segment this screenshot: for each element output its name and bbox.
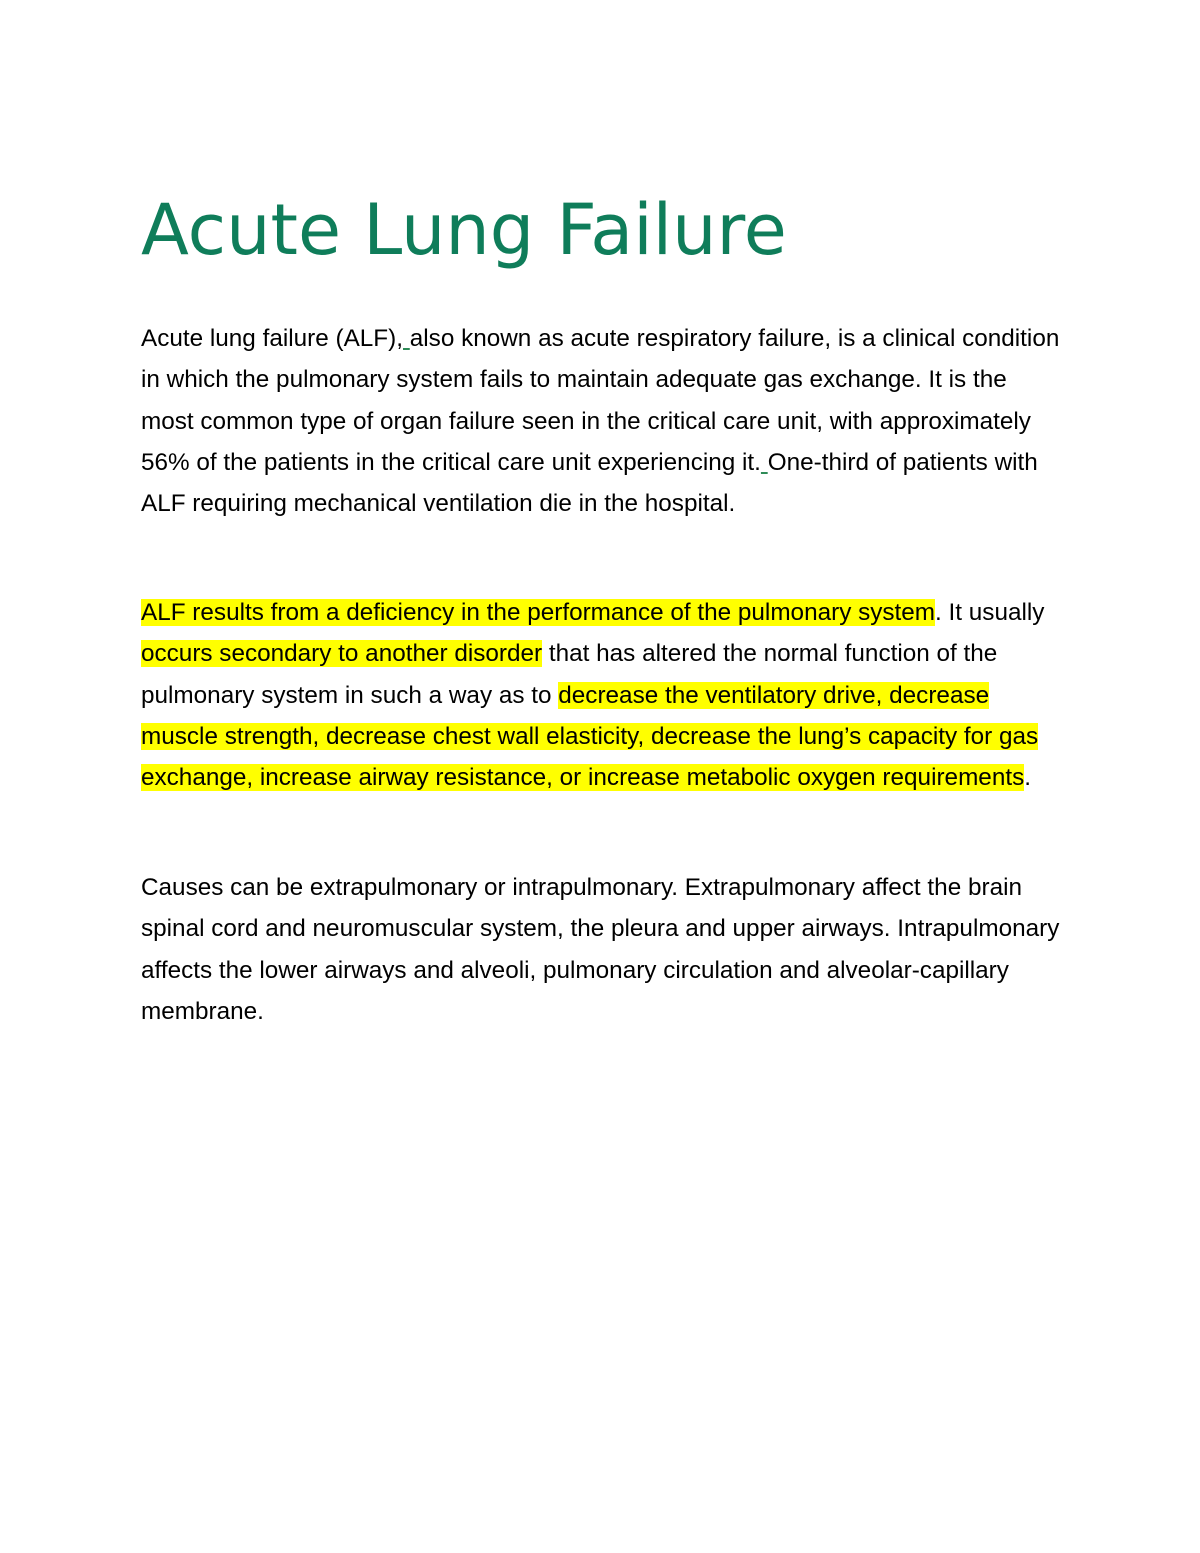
paragraph-causes-mechanism: [141, 592, 1066, 798]
paragraph-causes: [141, 867, 1066, 1032]
paragraph-definition: [141, 318, 1066, 524]
paragraph-definition-text-a: Acute lung failure (ALF),: [141, 325, 403, 352]
edit-mark: [403, 325, 410, 352]
paragraph-definition-text-b: also known as acute respiratory failure, is a clinical condition in which the pulmonary system fails to maintain adequate gas exchange. It is the most common type of organ failure seen in the critical care unit, with approximately 56% of the patients in the critical care unit experiencing it.: [141, 325, 1060, 476]
highlighted-text: decrease the ventilatory drive, decrease muscle strength, decrease chest wall elasticity, decrease the lung’s capacity for gas exchange, increase airway resistance, or increase metabolic oxygen requirements: [141, 681, 1039, 792]
highlighted-text: occurs secondary to another disorder: [141, 640, 543, 668]
document-title: Acute Lung Failure: [141, 189, 787, 271]
paragraph-text: . It usually: [935, 599, 1045, 626]
highlighted-text: ALF results from a deficiency in the performance of the pulmonary system: [141, 599, 936, 626]
paragraph-definition-text-c: One-third of patients with ALF requiring mechanical ventilation die in the hospital.: [141, 448, 1038, 518]
paragraph-text: .: [1024, 764, 1031, 792]
edit-mark: [761, 449, 768, 476]
paragraph-text: that has altered the normal function of the pulmonary system in such a way as to: [141, 640, 998, 709]
paragraph-causes-text: Causes can be extrapulmonary or intrapulmonary. Extrapulmonary affect the brain spinal cord and neuromuscular system, the pleura and upper airways. Intrapulmonary affects the lower airways and alveoli, pulmonary circulation and alveolar-capillary membrane.: [141, 874, 1060, 1025]
